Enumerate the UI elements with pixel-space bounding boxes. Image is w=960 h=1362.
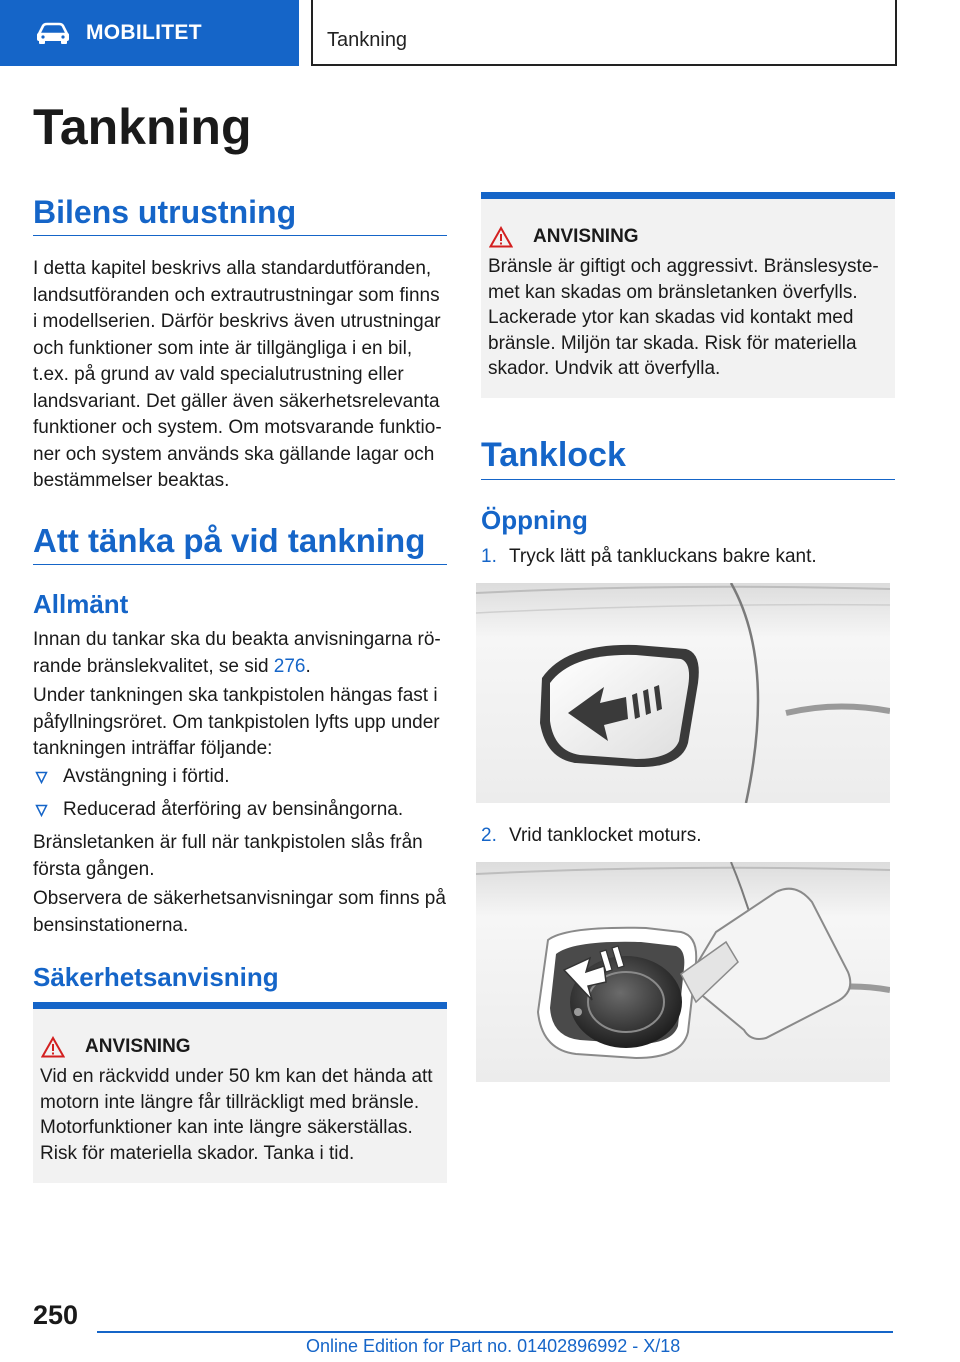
section-tab xyxy=(0,0,299,66)
heading-oppning: Öppning xyxy=(481,505,588,535)
warning-box xyxy=(481,192,895,398)
section-label: MOBILITET xyxy=(86,21,202,44)
heading-allmant: Allmänt xyxy=(33,589,129,619)
full-paragraph xyxy=(33,830,423,883)
warning-box xyxy=(33,1002,447,1183)
equipment-paragraph xyxy=(33,256,442,495)
heading-bilens-utrustning: Bilens utrustning xyxy=(33,194,447,236)
topic-header xyxy=(311,0,897,66)
list-item xyxy=(35,764,230,790)
text-line xyxy=(33,654,441,681)
text-line: funktioner och system. Om motsvarande funktio‐ xyxy=(33,417,442,438)
list-item-text: Reducerad återföring av bensinångorna. xyxy=(63,799,404,820)
warning-triangle-icon xyxy=(41,1036,65,1058)
warning-title-text: ANVISNING xyxy=(533,226,639,247)
triangle-bullet-icon xyxy=(35,804,48,817)
text-line: Observera de säkerhetsanvisningar som finns på xyxy=(33,888,446,909)
text-line: bensinstationerna. xyxy=(33,914,189,936)
text-line: t.ex. på grund av vald specialutrustning eller xyxy=(33,364,404,385)
text-line: Under tankningen ska tankpistolen hängas fast i xyxy=(33,685,438,706)
text-line: påfyllningsröret. Om tankpistolen lyfts upp under xyxy=(33,711,440,733)
text-line: Lackerade ytor kan skadas vid kontakt med xyxy=(488,307,854,328)
page-reference-link[interactable]: 276 xyxy=(273,655,306,677)
step-item xyxy=(481,823,702,849)
observe-paragraph xyxy=(33,886,446,939)
warning-title-text: ANVISNING xyxy=(85,1036,191,1057)
heading-tanklock: Tanklock xyxy=(481,436,895,480)
text-line: bränsle. Miljön tar skada. Risk för materiella xyxy=(488,332,857,354)
text-line: landsutföranden och extrautrustningar som finns xyxy=(33,284,440,306)
list-item-text: Avstängning i förtid. xyxy=(63,766,230,787)
fuel-flap-illustration xyxy=(476,583,890,803)
text-span: . xyxy=(305,655,311,677)
step-number: 2. xyxy=(481,825,497,846)
text-line: landsvariant. Det gäller även säkerhetsrelevanta xyxy=(33,390,440,412)
text-line: ner och system används ska gällande lagar och xyxy=(33,443,435,465)
topic-label: Tankning xyxy=(327,29,408,51)
text-line: Motorfunktioner kan inte längre säkerställas. xyxy=(40,1117,413,1138)
text-line: första gången. xyxy=(33,858,155,880)
text-line: Innan du tankar ska du beakta anvisningarna rö‐ xyxy=(33,629,441,650)
text-line: met kan skadas om bränsletanken överfylls. xyxy=(488,281,858,303)
step-text: Vrid tanklocket moturs. xyxy=(509,825,702,846)
heading-att-tanka: Att tänka på vid tankning xyxy=(33,522,447,565)
warning-text xyxy=(40,1064,445,1166)
footer-divider xyxy=(97,1331,893,1333)
text-line: I detta kapitel beskrivs alla standardutföranden, xyxy=(33,258,432,279)
text-line: Bränsle är giftigt och aggressivt. Bränslesyste‐ xyxy=(488,256,879,277)
step-text: Tryck lätt på tankluckans bakre kant. xyxy=(509,546,817,567)
text-line: tankningen inträffar följande: xyxy=(33,738,273,759)
step-number: 1. xyxy=(481,546,497,567)
page-title: Tankning xyxy=(33,99,252,155)
text-line: bestämmelser beaktas. xyxy=(33,470,230,491)
nozzle-paragraph xyxy=(33,683,440,763)
text-line: i modellserien. Därför beskrivs även utrustningar xyxy=(33,311,441,332)
text-span: rande bränslekvalitet, se sid xyxy=(33,655,274,677)
fuel-cap-illustration xyxy=(476,862,890,1082)
general-paragraph xyxy=(33,627,441,680)
warning-title xyxy=(489,226,639,248)
text-line: Risk för materiella skador. Tanka i tid. xyxy=(40,1142,355,1164)
footer-edition: Online Edition for Part no. 01402896992 - X/18 xyxy=(306,1336,681,1356)
warning-text xyxy=(488,254,893,382)
list-item xyxy=(35,797,403,823)
text-line: Bränsletanken är full när tankpistolen slås från xyxy=(33,832,423,853)
step-item xyxy=(481,544,817,570)
car-icon xyxy=(36,22,70,44)
warning-title xyxy=(41,1036,191,1058)
text-line: Vid en räckvidd under 50 km kan det hända att xyxy=(40,1066,433,1087)
text-line: och funktioner som inte är tillgängliga i en bil, xyxy=(33,337,413,359)
triangle-bullet-icon xyxy=(35,771,48,784)
text-line: motorn inte längre får tillräckligt med bränsle. xyxy=(40,1091,420,1113)
warning-triangle-icon xyxy=(489,226,513,248)
page-number: 250 xyxy=(33,1300,79,1330)
heading-sakerhetsanvisning: Säkerhetsanvisning xyxy=(33,962,279,992)
text-line: skador. Undvik att överfylla. xyxy=(488,358,721,379)
